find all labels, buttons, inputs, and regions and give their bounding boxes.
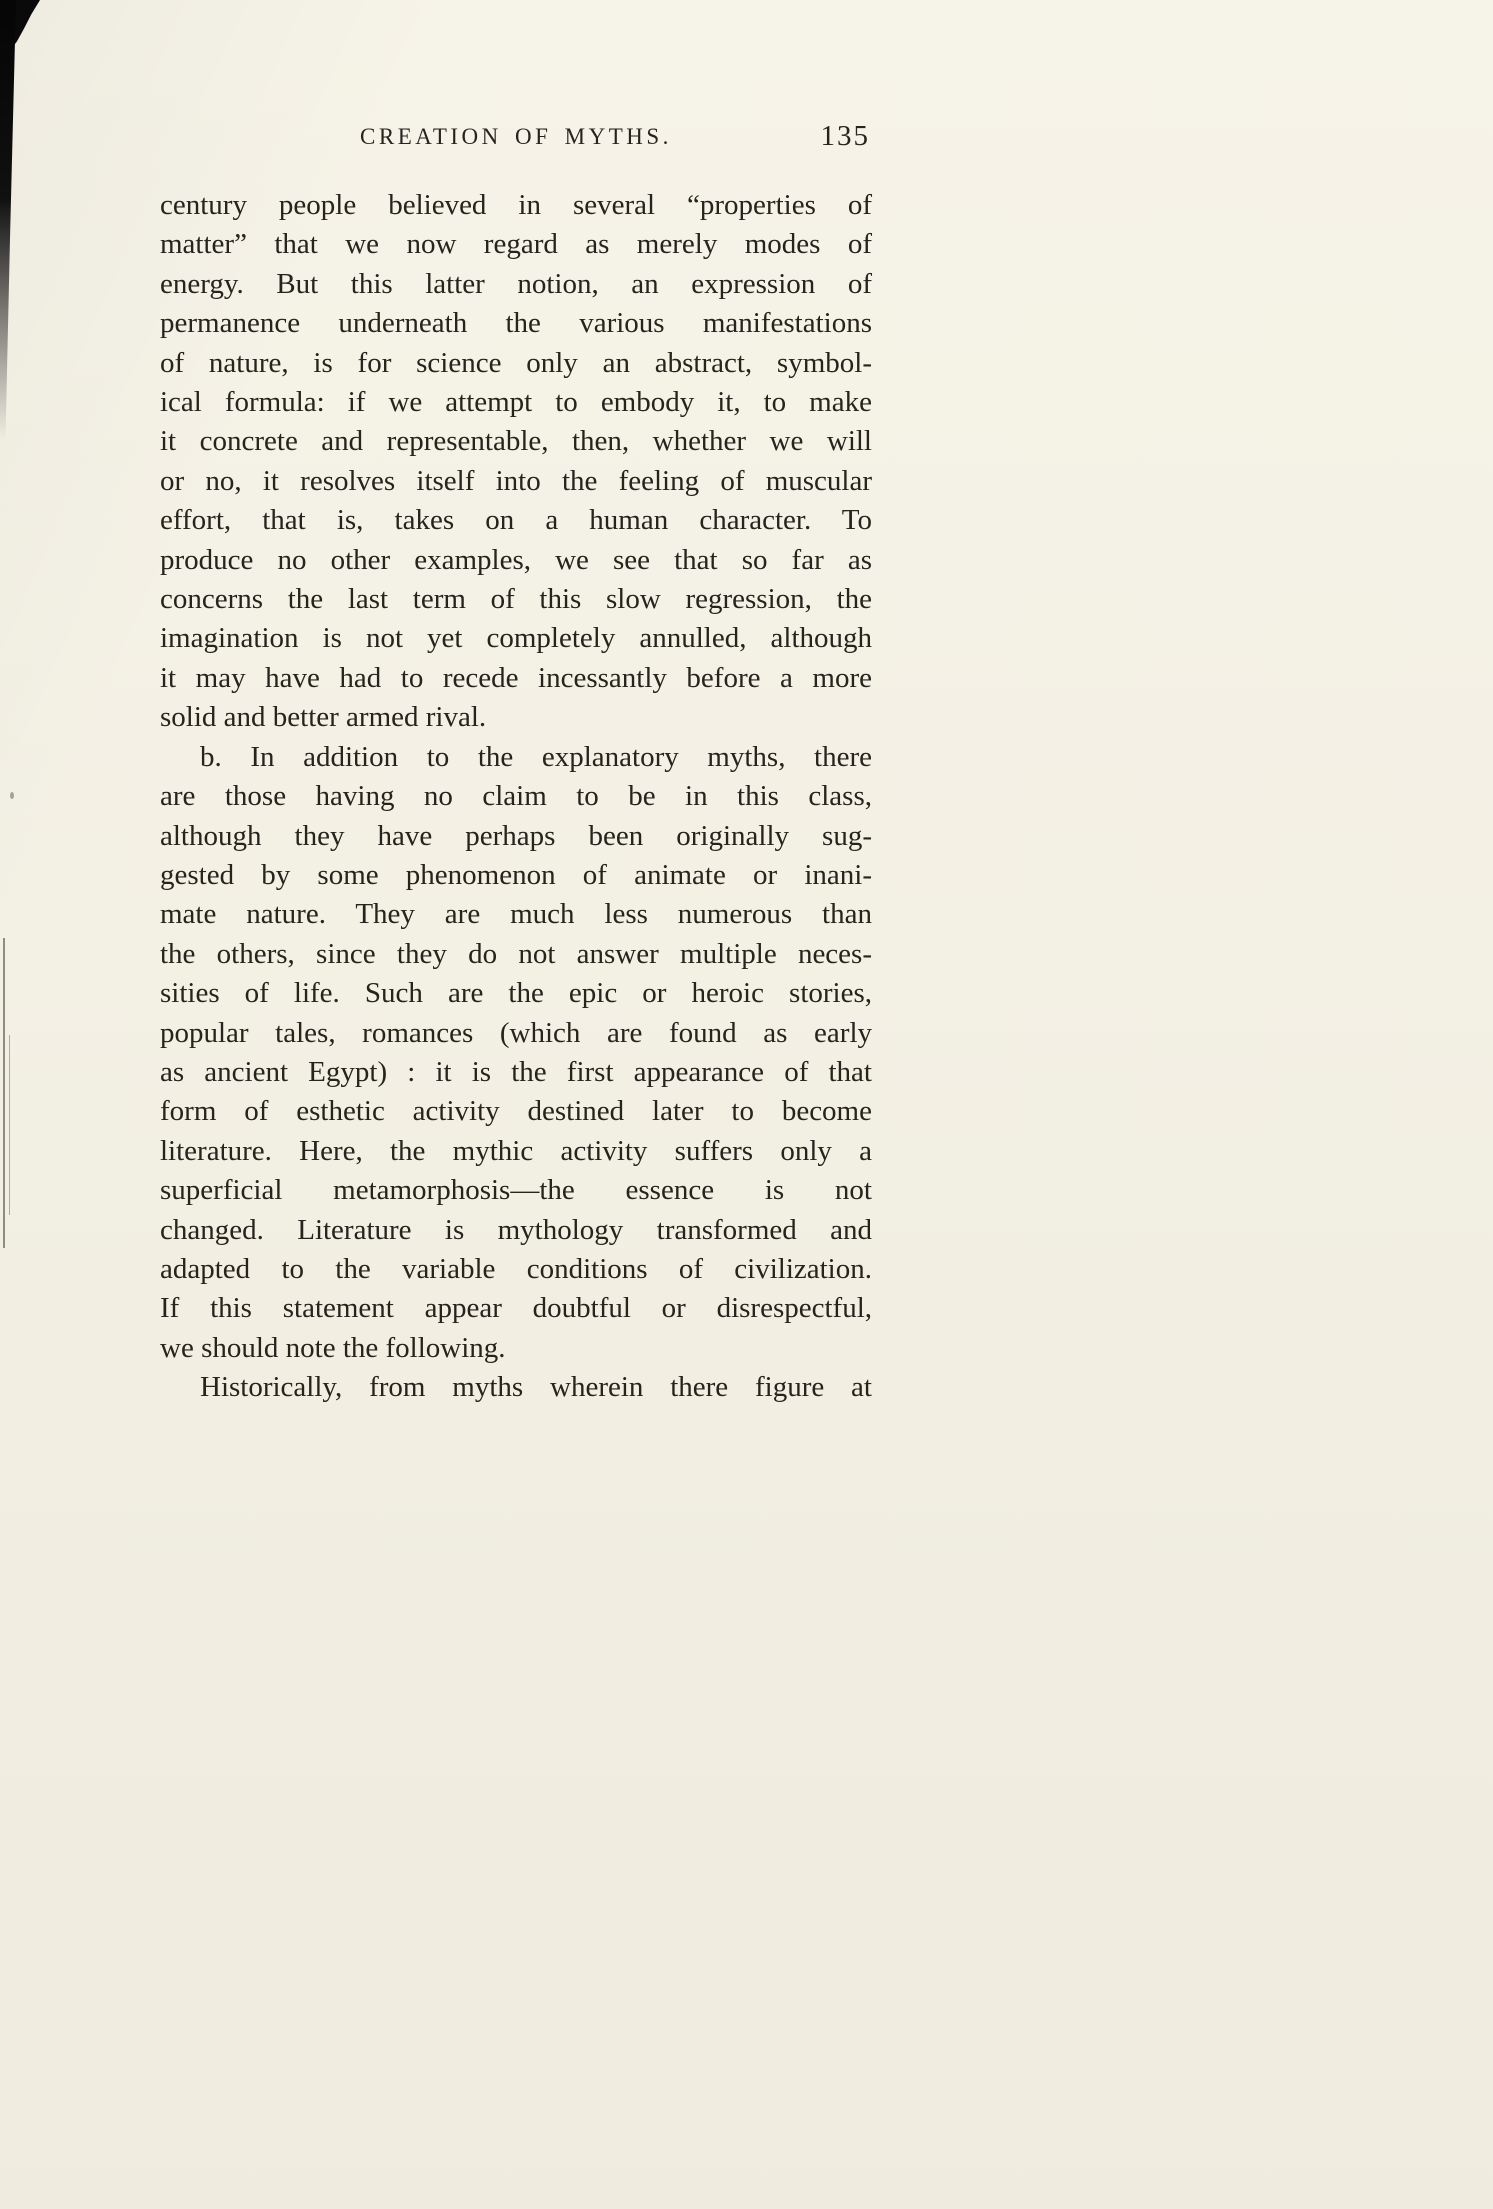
text-line: sities of life. Such are the epic or heroic stories, [160,977,872,1010]
text-line: permanence underneath the various manifestations [160,307,872,340]
text-line: century people believed in several “properties of [160,189,872,221]
text-line: as ancient Egypt) : it is the first appearance of that [160,1055,872,1088]
scan-edge-artifact [0,0,16,440]
text-line: we should note the following. [160,1331,506,1364]
text-line: although they have perhaps been originally sug- [160,819,872,852]
text-line: literature. Here, the mythic activity suffers only a [160,1134,872,1167]
text-line: energy. But this latter notion, an expression of [160,267,872,300]
running-title: CREATION OF MYTHS. [360,124,672,149]
text-line: it may have had to recede incessantly before a more [160,661,872,694]
scan-edge-line [9,1035,10,1215]
text-line: superficial metamorphosis—the essence is not [160,1174,872,1207]
text-line: changed. Literature is mythology transformed and [160,1213,872,1246]
text-line: matter” that we now regard as merely modes of [160,228,872,261]
text-line: If this statement appear doubtful or disrespectful, [160,1292,872,1325]
scan-speck [10,792,14,799]
text-line: popular tales, romances (which are found as early [160,1016,872,1049]
text-line: ical formula: if we attempt to embody it, to make [160,386,872,419]
text-line: effort, that is, takes on a human character. To [160,504,872,537]
text-block [160,186,872,1408]
page-number: 135 [820,120,870,152]
text-line: are those having no claim to be in this class, [160,780,872,813]
text-line: gested by some phenomenon of animate or inani- [160,858,872,891]
text-line: the others, since they do not answer multiple neces- [160,937,872,970]
text-line: solid and better armed rival. [160,701,487,734]
page-header [160,120,872,168]
text-line: imagination is not yet completely annulled, although [160,622,872,655]
text-line: adapted to the variable conditions of civilization. [160,1252,872,1285]
text-line: form of esthetic activity destined later to become [160,1095,872,1128]
text-line: of nature, is for science only an abstract, symbol- [160,346,872,379]
text-line: or no, it resolves itself into the feeling of muscular [160,464,872,497]
text-line: Historically, from myths wherein there figure at [200,1371,872,1404]
text-line: it concrete and representable, then, whether we will [160,425,872,458]
scan-edge-line [3,938,5,1248]
text-line: b. In addition to the explanatory myths, there [200,740,872,773]
text-line: produce no other examples, we see that so far as [160,543,872,576]
text-line: concerns the last term of this slow regression, the [160,583,872,616]
text-line: mate nature. They are much less numerous than [160,898,872,931]
